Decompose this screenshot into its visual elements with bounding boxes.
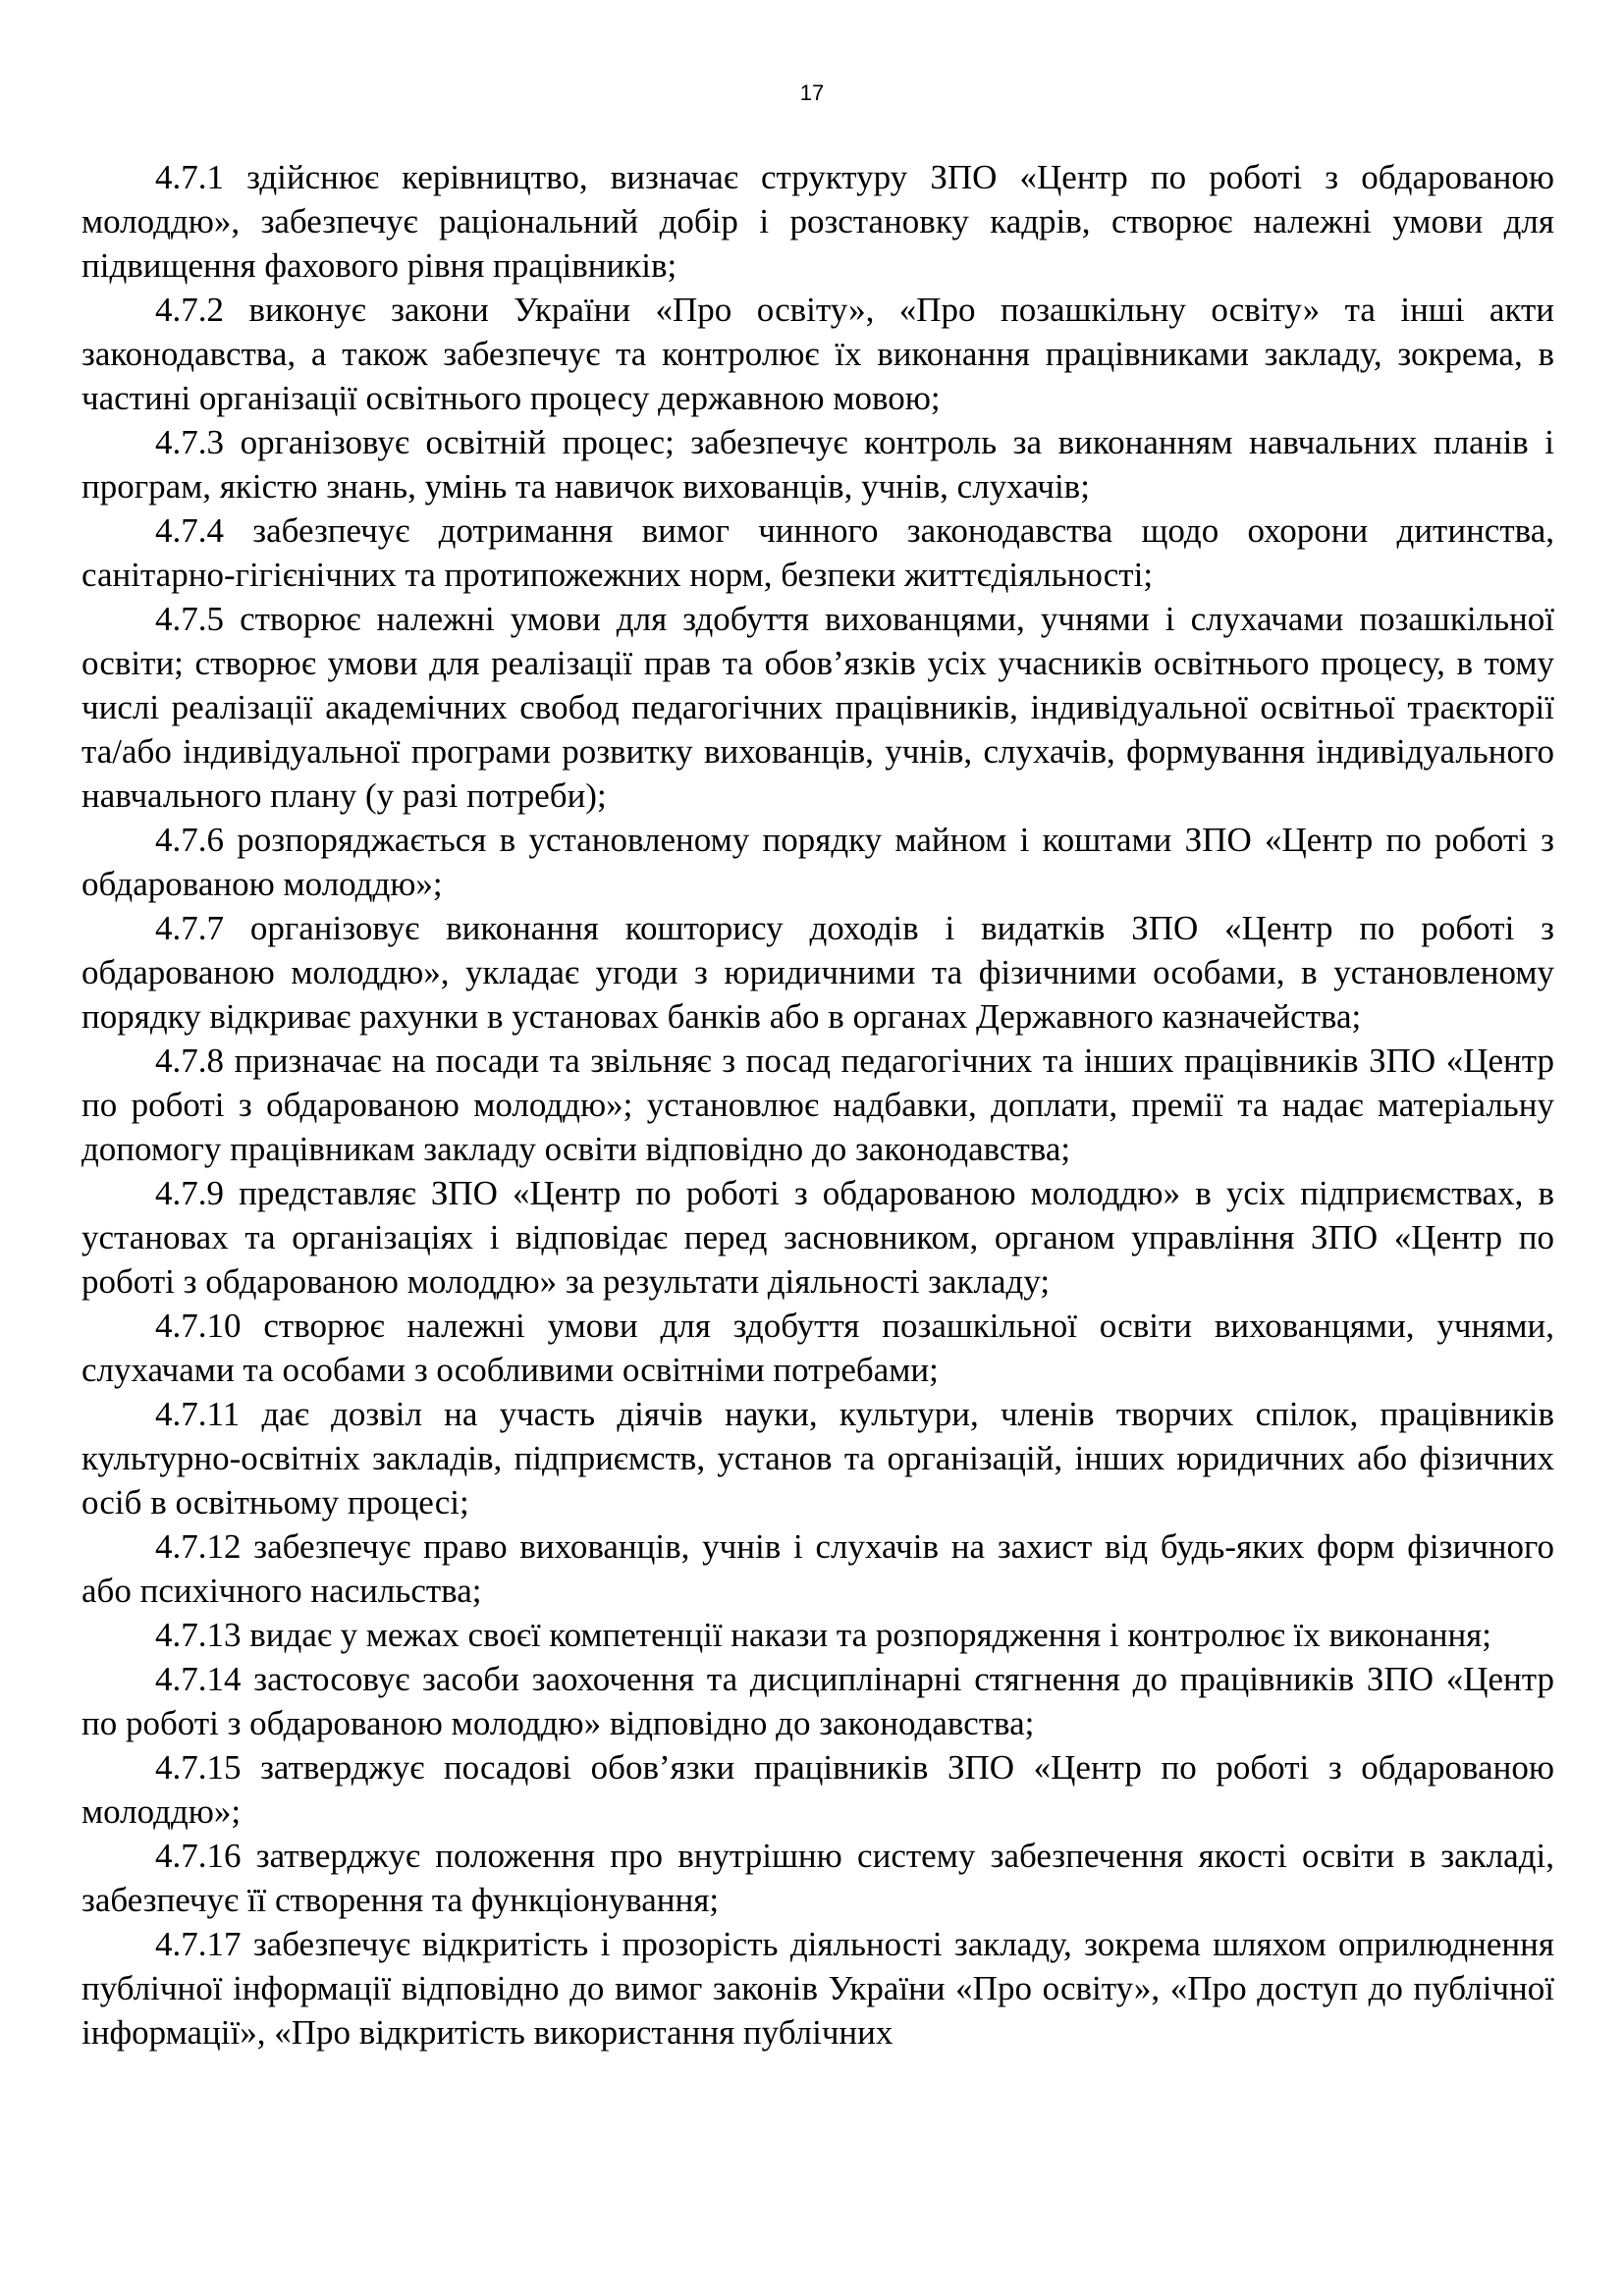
item-number: 4.7.3: [155, 423, 224, 461]
item-number: 4.7.6: [155, 821, 224, 859]
item-text: затверджує посадові обов’язки працівників ЗПО «Центр по роботі з обдарованою молоддю»;: [81, 1748, 1554, 1831]
item-number: 4.7.14: [155, 1660, 242, 1698]
item-number: 4.7.17: [155, 1925, 242, 1963]
item-number: 4.7.12: [155, 1527, 242, 1566]
list-item: [81, 1304, 1554, 1392]
item-text: організовує виконання кошторису доходів і видатків ЗПО «Центр по роботі з обдарованою молоддю», укладає угоди з юридичними та фізичними особами, в установленому порядку відкриває рахунки в установах банків або в органах Державного казначейства;: [81, 909, 1555, 1036]
list-item: [81, 1039, 1554, 1171]
list-item: [81, 155, 1554, 288]
list-item: [81, 1745, 1554, 1834]
list-item: [81, 1524, 1554, 1613]
item-text: забезпечує дотримання вимог чинного законодавства щодо охорони дитинства, санітарно-гігієнічних та протипожежних норм, безпеки життєдіяльності;: [81, 511, 1554, 594]
item-number: 4.7.8: [155, 1041, 224, 1080]
list-item: [81, 597, 1554, 818]
list-item: [81, 508, 1554, 597]
document-body: [81, 155, 1554, 2055]
list-item: [81, 1392, 1554, 1524]
item-text: дає дозвіл на участь діячів науки, культури, членів творчих спілок, працівників культурно-освітніх закладів, підприємств, установ та організацій, інших юридичних або фізичних осіб в освітньому процесі;: [81, 1395, 1554, 1522]
item-text: розпоряджається в установленому порядку майном і коштами ЗПО «Центр по роботі з обдарованою молоддю»;: [81, 821, 1555, 903]
item-text: здійснює керівництво, визначає структуру ЗПО «Центр по роботі з обдарованою молоддю», забезпечує раціональний добір і розстановку кадрів, створює належні умови для підвищення фахового рівня працівників;: [81, 158, 1554, 285]
item-number: 4.7.13: [155, 1616, 242, 1654]
item-number: 4.7.1: [155, 158, 224, 196]
item-text: представляє ЗПО «Центр по роботі з обдарованою молоддю» в усіх підприємствах, в установах та організаціях і відповідає перед засновником, органом управління ЗПО «Центр по роботі з обдарованою молоддю» за результати діяльності закладу;: [81, 1174, 1555, 1301]
list-item: [81, 1171, 1554, 1304]
item-text: організовує освітній процес; забезпечує контроль за виконанням навчальних планів і програм, якістю знань, умінь та навичок вихованців, учнів, слухачів;: [81, 423, 1554, 506]
item-number: 4.7.7: [155, 909, 224, 947]
item-number: 4.7.11: [155, 1395, 241, 1433]
item-text: створює належні умови для здобуття вихованцями, учнями і слухачами позашкільної освіти; створює умови для реалізації прав та обов’язків усіх учасників освітнього процесу, в тому числі реалізації академічних свобод педагогічних працівників, індивідуальної освітньої траєкторії та/або індивідуальної програми розвитку вихованців, учнів, слухачів, формування індивідуального навчального плану (у разі потреби);: [81, 600, 1554, 815]
item-text: створює належні умови для здобуття позашкільної освіти вихованцями, учнями, слухачами та особами з особливими освітніми потребами;: [81, 1307, 1554, 1389]
list-item: [81, 1657, 1554, 1745]
list-item: [81, 288, 1554, 420]
item-text: затверджує положення про внутрішню систему забезпечення якості освіти в закладі, забезпечує її створення та функціонування;: [81, 1837, 1554, 1919]
item-number: 4.7.15: [155, 1748, 242, 1787]
item-number: 4.7.5: [155, 600, 224, 638]
item-text: застосовує засоби заохочення та дисциплінарні стягнення до працівників ЗПО «Центр по роботі з обдарованою молоддю» відповідно до законодавства;: [81, 1660, 1554, 1742]
item-text: забезпечує право вихованців, учнів і слухачів на захист від будь-яких форм фізичного або психічного насильства;: [81, 1527, 1554, 1610]
item-number: 4.7.9: [155, 1174, 224, 1212]
item-number: 4.7.10: [155, 1307, 242, 1345]
item-number: 4.7.2: [155, 291, 224, 329]
item-text: видає у межах своєї компетенції накази та розпорядження і контролює їх виконання;: [249, 1616, 1492, 1654]
list-item: [81, 818, 1554, 906]
item-number: 4.7.4: [155, 511, 224, 550]
list-item: [81, 1834, 1554, 1922]
item-text: виконує закони України «Про освіту», «Про позашкільну освіту» та інші акти законодавства, а також забезпечує та контролює їх виконання працівниками закладу, зокрема, в частині організації освітнього процесу державною мовою;: [81, 291, 1555, 417]
list-item: [81, 420, 1554, 508]
page-number: 17: [799, 80, 825, 105]
list-item: [81, 906, 1554, 1039]
item-number: 4.7.16: [155, 1837, 242, 1875]
list-item: [81, 1922, 1554, 2055]
item-text: призначає на посади та звільняє з посад педагогічних та інших працівників ЗПО «Центр по роботі з обдарованою молоддю»; установлює надбавки, доплати, премії та надає матеріальну допомогу працівникам закладу освіти відповідно до законодавства;: [81, 1041, 1554, 1168]
item-text: забезпечує відкритість і прозорість діяльності закладу, зокрема шляхом оприлюднення публічної інформації відповідно до вимог законів України «Про освіту», «Про доступ до публічної інформації», «Про відкритість використання публічних: [81, 1925, 1554, 2052]
list-item: [81, 1613, 1554, 1657]
